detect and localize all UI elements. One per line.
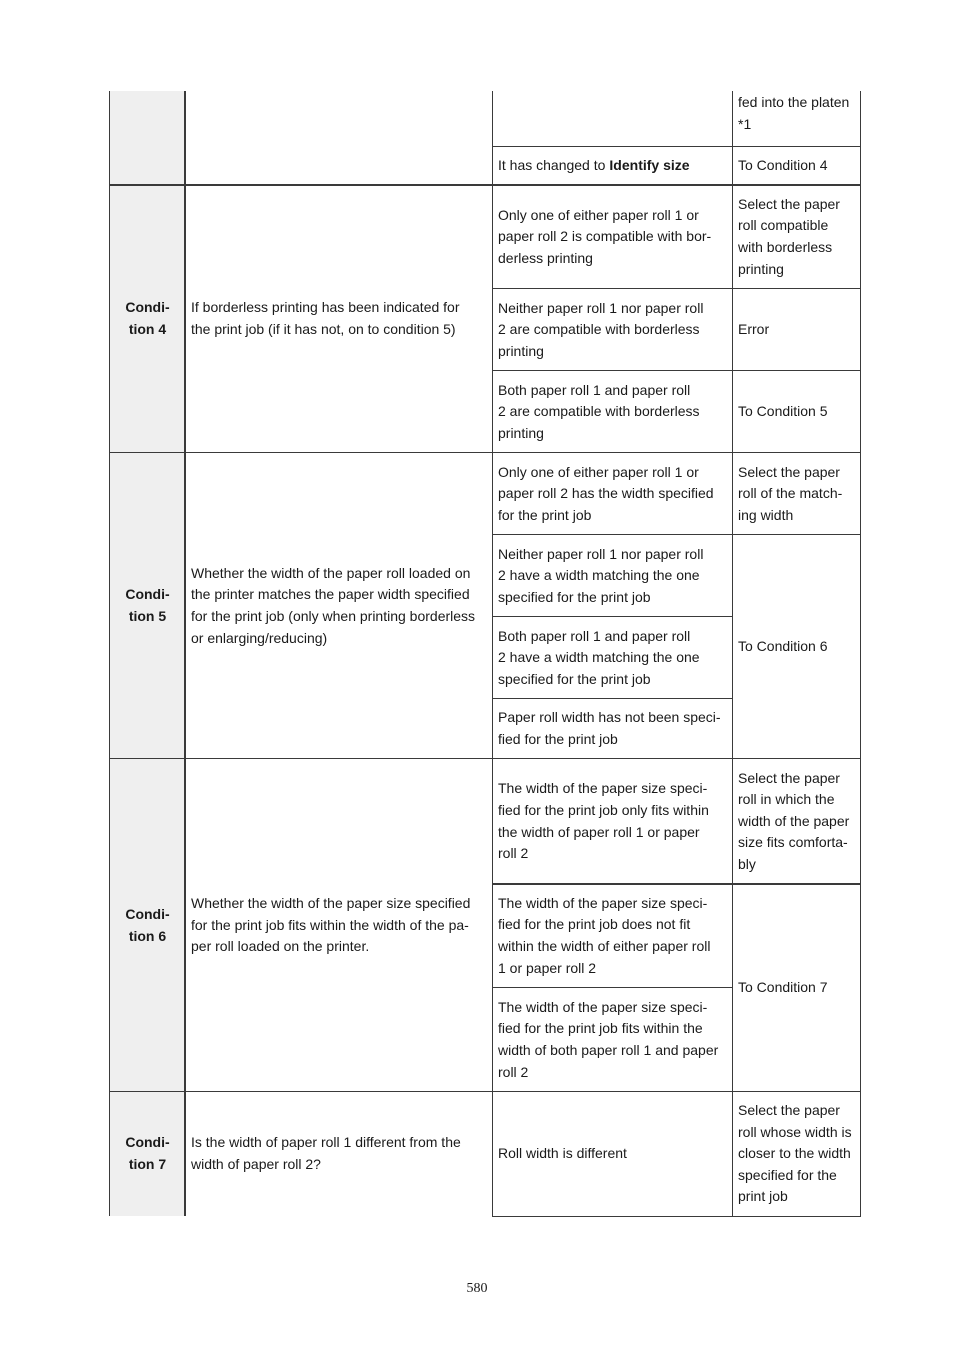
condition-5-merged-result: To Condition 6 <box>738 638 828 655</box>
condition-7-case-1: Roll width is different <box>498 1145 627 1162</box>
condition-4-result-1: Select the paper roll compatible with borderless printing <box>738 195 840 277</box>
table-border-right <box>860 91 861 1217</box>
condition-4-description: If borderless printing has been indicated for the print job (if it has not, on to condition 5) <box>191 299 460 337</box>
table-border-col1 <box>184 91 186 1216</box>
condition-5-case-1: Only one of either paper roll 1 or paper roll 2 has the width specified for the print job <box>498 463 714 523</box>
row-separator <box>492 146 861 147</box>
table-border-left <box>109 91 110 1216</box>
condition-5-description: Whether the width of the paper roll loaded on the printer matches the paper width specified for the print job (only when printing borderless or enlarging/reducing) <box>191 564 476 646</box>
condition-5-case-3: Both paper roll 1 and paper roll 2 have a width matching the one specified for the print job <box>498 627 700 687</box>
condition-6-merged-result: To Condition 7 <box>738 979 828 996</box>
condition-5-case-2: Neither paper roll 1 nor paper roll 2 have a width matching the one specified for the print job <box>498 545 704 605</box>
top-row-2-case <box>492 147 732 185</box>
identify-size-term: Identify size <box>609 157 690 174</box>
condition-4-case-3: Both paper roll 1 and paper roll 2 are compatible with borderless printing <box>498 381 700 441</box>
condition-6-description: Whether the width of the paper size specified for the print job fits within the width of the pa- per roll loaded on the printer. <box>191 895 471 955</box>
top-row-1-result: fed into the platen *1 <box>738 94 850 132</box>
top-row-2-case-prefix: It has changed to <box>498 157 606 174</box>
row-separator <box>492 288 861 289</box>
row-separator <box>492 534 861 535</box>
condition-6-case-1: The width of the paper size speci- fied for the print job only fits within the width of paper roll 1 or paper roll 2 <box>498 780 709 862</box>
condition-4-top-border <box>109 184 861 186</box>
row-separator <box>492 616 733 617</box>
condition-6-case-3: The width of the paper size speci- fied for the print job fits within the width of both paper roll 1 and paper roll 2 <box>498 998 719 1080</box>
condition-6-result-1: Select the paper roll in which the width of the paper size fits comforta- bly <box>738 769 850 872</box>
row-separator <box>492 370 861 371</box>
condition-6-label: Condi- tion 6 <box>110 759 185 1092</box>
condition-7-top-border <box>109 1091 861 1092</box>
condition-7-label: Condi- tion 7 <box>110 1092 185 1216</box>
page-number: 580 <box>466 1281 488 1296</box>
row-separator <box>492 883 861 885</box>
condition-5-label: Condi- tion 5 <box>110 453 185 759</box>
table-bottom-border <box>492 1216 861 1217</box>
row-separator <box>492 698 733 699</box>
condition-6-case-2: The width of the paper size speci- fied for the print job does not fit within the width of either paper roll 1 or paper roll 2 <box>498 894 711 976</box>
condition-6-top-border <box>109 758 861 759</box>
condition-4-result-2: Error <box>738 321 770 338</box>
condition-label-blank <box>110 91 185 185</box>
condition-4-case-2: Neither paper roll 1 nor paper roll 2 are compatible with borderless printing <box>498 299 704 359</box>
condition-5-case-4: Paper roll width has not been speci- fied for the print job <box>498 709 721 747</box>
row-separator <box>492 987 733 988</box>
table-border-col2 <box>492 91 493 1217</box>
condition-7-result-1: Select the paper roll whose width is closer to the width specified for the print job <box>738 1102 852 1205</box>
condition-4-case-1: Only one of either paper roll 1 or paper roll 2 is compatible with bor- derless printing <box>498 206 712 266</box>
condition-5-top-border <box>109 452 861 453</box>
condition-4-label: Condi- tion 4 <box>110 185 185 453</box>
table-border-col3 <box>732 91 733 1217</box>
top-row-2-result: To Condition 4 <box>738 157 828 174</box>
condition-7-description: Is the width of paper roll 1 different from the width of paper roll 2? <box>191 1134 461 1172</box>
condition-4-result-3: To Condition 5 <box>738 403 828 420</box>
condition-5-result-1: Select the paper roll of the match- ing width <box>738 463 843 523</box>
